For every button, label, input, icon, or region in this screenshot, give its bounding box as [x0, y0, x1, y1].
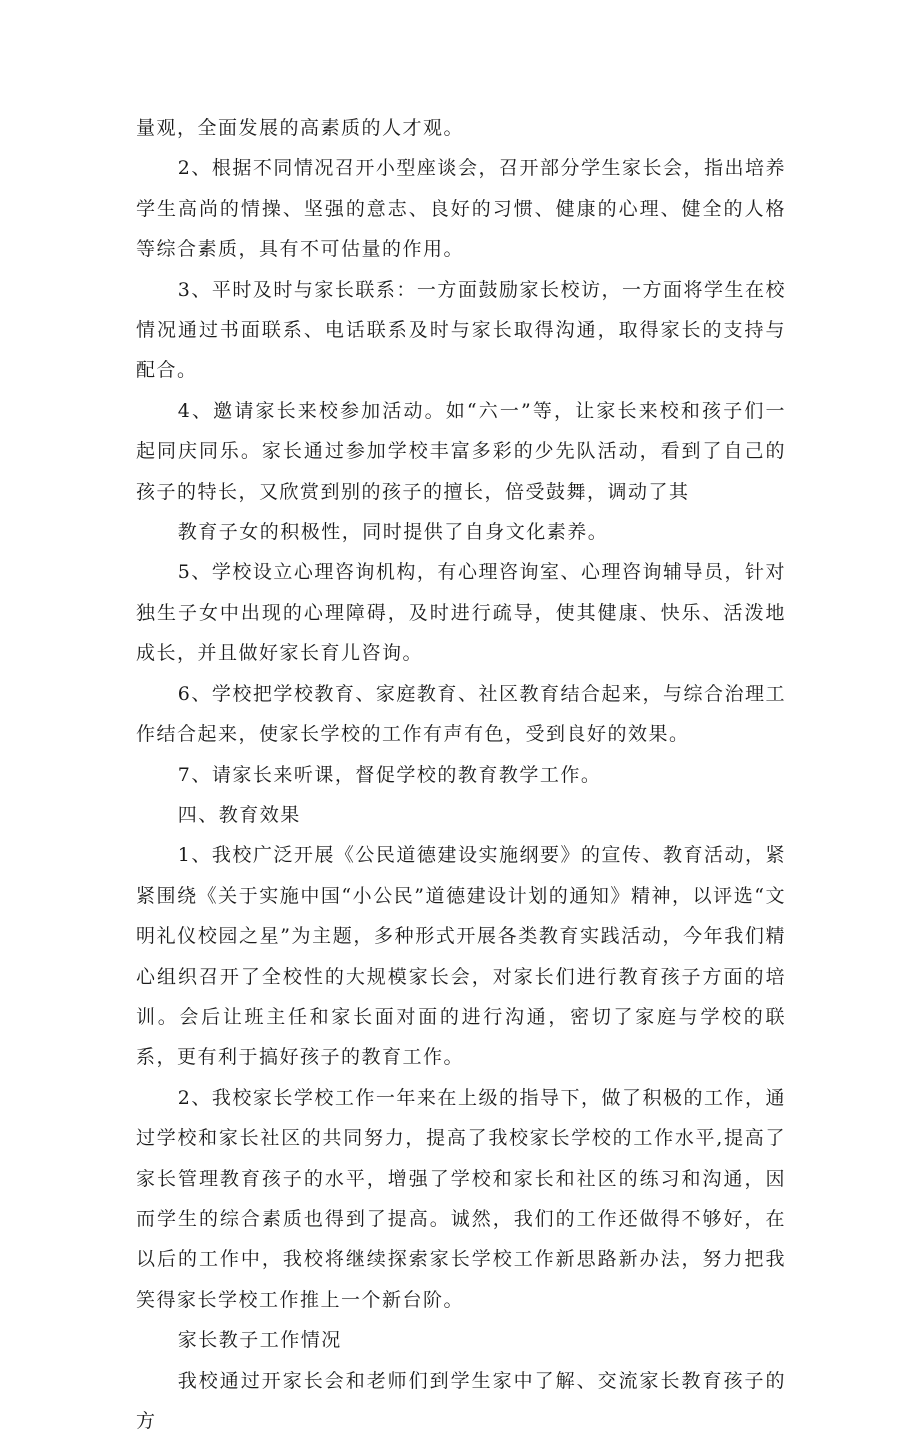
paragraph-result-1: 1、我校广泛开展《公民道德建设实施纲要》的宣传、教育活动，紧紧围绕《关于实施中国“小公民”道德建设计划的通知》精神，以评选“文明礼仪校园之星”为主题，多种形式开展各类教育实践活动，今年我们精心组织召开了全校性的大规模家长会，对家长们进行教育孩子方面的培训。会后让班主任和家长面对面的进行沟通，密切了家庭与学校的联系，更有利于搞好孩子的教育工作。: [136, 844, 786, 1069]
paragraph-item-4-continued: 教育子女的积极性，同时提供了自身文化素养。: [177, 521, 609, 544]
paragraph-item-4: 4、邀请家长来校参加活动。如“六一”等，让家长来校和孩子们一起同庆同乐。家长通过参加学校丰富多彩的少先队活动，看到了自己的孩子的特长，又欣赏到别的孩子的擅长，倍受鼓舞，调动了其: [136, 399, 786, 503]
paragraph-item-2: 2、根据不同情况召开小型座谈会，召开部分学生家长会，指出培养学生高尚的情操、坚强的意志、良好的习惯、健康的心理、健全的人格等综合素质，具有不可估量的作用。: [136, 157, 786, 261]
paragraph-item-7: 7、请家长来听课，督促学校的教育教学工作。: [177, 763, 602, 786]
document-body: [136, 108, 786, 1441]
paragraph-result-2: 2、我校家长学校工作一年来在上级的指导下，做了积极的工作，通过学校和家长社区的共同努力，提高了我校家长学校的工作水平,提高了家长管理教育孩子的水平，增强了学校和家长和社区的练习和沟通，因而学生的综合素质也得到了提高。诚然，我们的工作还做得不够好，在以后的工作中，我校将继续探索家长学校工作新思路新办法，努力把我笑得家长学校工作推上一个新台阶。: [136, 1086, 786, 1311]
section-title-parenting-work: 家长教子工作情况: [177, 1329, 342, 1352]
section-heading-education-results: 四、教育效果: [177, 803, 301, 826]
paragraph-item-5: 5、学校设立心理咨询机构，有心理咨询室、心理咨询辅导员，针对独生子女中出现的心理障碍，及时进行疏导，使其健康、快乐、活泼地成长，并且做好家长育儿咨询。: [136, 561, 786, 665]
paragraph-item-3: 3、平时及时与家长联系：一方面鼓励家长校访，一方面将学生在校情况通过书面联系、电话联系及时与家长取得沟通，取得家长的支持与配合。: [136, 278, 786, 382]
paragraph-intro: 我校通过开家长会和老师们到学生家中了解、交流家长教育孩子的方: [136, 1369, 786, 1432]
paragraph-continuation: 量观，全面发展的高素质的人才观。: [136, 117, 465, 139]
paragraph-item-6: 6、学校把学校教育、家庭教育、社区教育结合起来，与综合治理工作结合起来，使家长学校的工作有声有色，受到良好的效果。: [136, 682, 786, 746]
